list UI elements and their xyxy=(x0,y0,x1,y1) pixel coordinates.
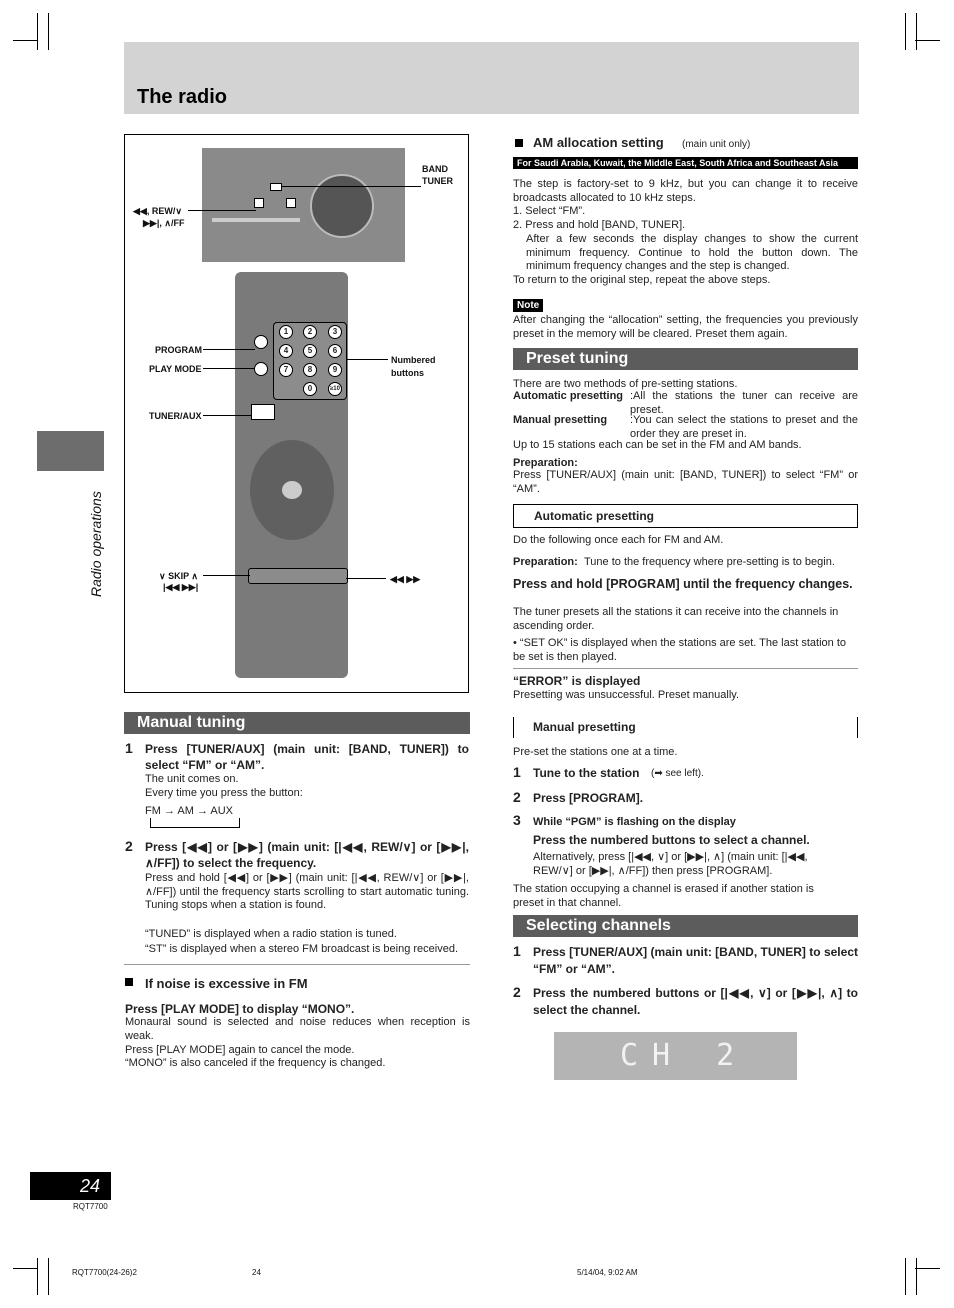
num-button: 3 xyxy=(328,325,342,339)
bullet-square xyxy=(515,139,523,147)
auto-desc: :All the stations the tuner can receive are preset. xyxy=(630,390,858,416)
num-button: 7 xyxy=(279,363,293,377)
manual-step1: Press [TUNER/AUX] (main unit: [BAND, TUNER]) to select “FM” or “AM”. xyxy=(145,742,469,772)
remote-control-image xyxy=(235,272,348,678)
am-title-note: (main unit only) xyxy=(682,139,751,150)
print-date: 5/14/04, 9:02 AM xyxy=(577,1268,638,1277)
rew-button xyxy=(254,198,264,208)
noise-text1: Monaural sound is selected and noise reduces when reception is weak. xyxy=(125,1016,470,1042)
region-tag: For Saudi Arabia, Kuwait, the Middle East, South Africa and Southeast Asia xyxy=(513,157,858,169)
manual-step1: Tune to the station xyxy=(533,766,640,780)
manual-desc: :You can select the stations to preset and the order they are preset in. xyxy=(630,414,858,440)
model-code: RQT7700 xyxy=(73,1202,108,1211)
crop-mark xyxy=(13,1268,38,1269)
crop-mark xyxy=(916,1258,917,1295)
skip-search-group xyxy=(248,568,348,584)
page-number: 24 xyxy=(80,1176,101,1196)
noise-head: Press [PLAY MODE] to display “MONO”. xyxy=(125,1002,355,1016)
num-button: 9 xyxy=(328,363,342,377)
file-page: 24 xyxy=(252,1268,261,1277)
play-mode-button-icon xyxy=(254,362,268,376)
crop-mark xyxy=(905,13,906,50)
manual-note: The station occupying a channel is erased if another station is preset in that channel. xyxy=(513,883,814,909)
label-numbered: Numbered xyxy=(391,355,436,365)
manual-step1-sub1: The unit comes on. xyxy=(145,773,239,785)
disc-slot xyxy=(212,218,300,222)
step-number: 2 xyxy=(513,789,521,805)
volume-knob xyxy=(310,174,374,238)
am-step2-sub: After a few seconds the display changes to show the current minimum frequency. Continue to hold the button down. The minimum frequency changes and the step is changed. xyxy=(526,233,858,272)
crop-mark xyxy=(905,1258,906,1295)
crop-mark xyxy=(48,13,49,50)
leader-line xyxy=(203,575,250,576)
label-play-mode: PLAY MODE xyxy=(149,364,202,374)
error-head: “ERROR” is displayed xyxy=(513,674,641,688)
am-title: AM allocation setting xyxy=(533,135,664,150)
am-p1: The step is factory-set to 9 kHz, but you can change it to receive broadcasts allocated to 10 kHz steps. xyxy=(513,178,858,204)
auto-presetting-box: Automatic presetting xyxy=(513,504,858,528)
band-cycle: FM → AM → AUX xyxy=(145,805,234,817)
select-step2: Press the numbered buttons or [|◀◀, ∨] or [▶▶|, ∧] to select the channel. xyxy=(533,986,858,1017)
am-step1: 1. Select “FM”. xyxy=(513,205,586,217)
auto-once: Do the following once each for FM and AM. xyxy=(513,534,724,546)
crop-mark xyxy=(13,40,38,41)
am-step2: 2. Press and hold [BAND, TUNER]. xyxy=(513,219,686,231)
cycle-return-line xyxy=(239,818,240,828)
box-edge xyxy=(513,717,514,738)
manual-step2: Press [PROGRAM]. xyxy=(533,791,644,805)
manual-step3-head: Press the numbered buttons to select a channel. xyxy=(533,833,810,847)
num-button: 8 xyxy=(303,363,317,377)
note-tag: Note xyxy=(513,299,543,312)
manual-step1-ref: (➡ see left). xyxy=(651,768,704,779)
manual-step3-sub: Alternatively, press [|◀◀, ∨] or [▶▶|, ∧] (main unit: [|◀◀, REW/∨] or [▶▶|, ∧/FF]) then press [PROGRAM]. xyxy=(533,851,808,877)
leader-line xyxy=(346,578,386,579)
label-skip-icons: |◀◀ ▶▶| xyxy=(163,582,199,592)
auto-bullet: • “SET OK” is displayed when the stations are set. The last station to be set is then played. xyxy=(513,637,846,663)
noise-text3: “MONO” is also canceled if the frequency is changed. xyxy=(125,1057,386,1069)
leader-line xyxy=(188,210,256,211)
num-button: 4 xyxy=(279,344,293,358)
manual-step3: While “PGM” is flashing on the display xyxy=(533,816,736,828)
section-tab xyxy=(37,431,104,471)
program-button-icon xyxy=(254,335,268,349)
step-number: 1 xyxy=(513,764,521,780)
display-readout: CH 2 xyxy=(620,1038,749,1073)
bullet-square xyxy=(125,978,133,986)
num-button: ≥10 xyxy=(328,382,342,396)
leader-line xyxy=(203,368,255,369)
error-sub: Presetting was unsuccessful. Preset manually. xyxy=(513,689,740,701)
label-tuner: TUNER xyxy=(422,176,453,186)
num-button: 0 xyxy=(303,382,317,396)
side-label: Radio operations xyxy=(88,491,104,597)
manual-step1-sub2: Every time you press the button: xyxy=(145,787,303,799)
step-number: 1 xyxy=(125,740,133,756)
num-button: 6 xyxy=(328,344,342,358)
manual-label: Manual presetting xyxy=(513,414,608,426)
noise-text2: Press [PLAY MODE] again to cancel the mode. xyxy=(125,1044,355,1056)
manual-step2-sub: Press and hold [◀◀] or [▶▶] (main unit: [|◀◀, REW/∨] or [▶▶|, ∧/FF]) until the frequency starts scrolling to start automatic tuning. Tuning stops when a station is found. xyxy=(145,872,469,911)
noise-title: If noise is excessive in FM xyxy=(145,976,308,991)
step-number: 1 xyxy=(513,943,521,959)
manual-intro: Pre-set the stations one at a time. xyxy=(513,746,678,758)
label-buttons: buttons xyxy=(391,368,424,378)
selecting-channels-heading: Selecting channels xyxy=(513,915,858,937)
num-button: 5 xyxy=(303,344,317,358)
divider xyxy=(124,964,470,965)
label-band: BAND xyxy=(422,164,448,174)
manual-step2: Press [◀◀] or [▶▶] (main unit: [|◀◀, REW/∨] or [▶▶|, ∧/FF]) to select the frequency. xyxy=(145,840,469,870)
label-tuner-aux: TUNER/AUX xyxy=(149,411,202,421)
crop-mark xyxy=(37,13,38,50)
tuner-aux-button-icon xyxy=(251,404,275,420)
prep-label: Preparation: xyxy=(513,457,578,469)
crop-mark xyxy=(915,40,940,41)
preset-intro: There are two methods of pre-setting stations. xyxy=(513,378,738,390)
preset-tuning-heading: Preset tuning xyxy=(513,348,858,370)
cycle-return-line xyxy=(150,827,240,828)
leader-line xyxy=(203,415,251,416)
box-edge xyxy=(857,717,858,738)
header-band xyxy=(124,42,859,114)
divider xyxy=(513,668,858,669)
page-title: The radio xyxy=(137,86,228,108)
ff-button xyxy=(286,198,296,208)
auto-prep-label: Preparation: xyxy=(513,556,578,568)
prep-text: Press [TUNER/AUX] (main unit: [BAND, TUNER]) to select “FM” or “AM”. xyxy=(513,469,858,495)
auto-prep: Tune to the frequency where pre-setting is to begin. xyxy=(584,556,835,568)
num-button: 1 xyxy=(279,325,293,339)
select-step1: Press [TUNER/AUX] (main unit: [BAND, TUNER] to select “FM” or “AM”. xyxy=(533,945,858,976)
leader-line xyxy=(281,186,421,187)
crop-mark xyxy=(48,1258,49,1295)
num-button: 2 xyxy=(303,325,317,339)
crop-mark xyxy=(37,1258,38,1295)
auto-head: Press and hold [PROGRAM] until the frequency changes. xyxy=(513,577,853,591)
preset-limit: Up to 15 stations each can be set in the FM and AM bands. xyxy=(513,439,802,451)
step-number: 2 xyxy=(125,838,133,854)
auto-sub: The tuner presets all the stations it can receive into the channels in ascending order. xyxy=(513,606,839,632)
label-rew: ◀◀, REW/∨ xyxy=(133,206,182,216)
crop-mark xyxy=(916,13,917,50)
auto-label: Automatic presetting xyxy=(513,390,624,402)
label-ff: ▶▶|, ∧/FF xyxy=(143,218,185,228)
step-number: 3 xyxy=(513,812,521,828)
crop-mark xyxy=(915,1268,940,1269)
manual-presetting-heading: Manual presetting xyxy=(533,720,636,734)
label-search: ◀◀ ▶▶ xyxy=(390,574,421,584)
manual-tuning-heading: Manual tuning xyxy=(124,712,470,734)
leader-line xyxy=(203,349,255,350)
am-restore: To return to the original step, repeat the above steps. xyxy=(513,274,771,286)
tuned-note: “TUNED” is displayed when a radio station is tuned. xyxy=(145,928,397,940)
am-note: After changing the “allocation” setting, the frequencies you previously preset in the memory will be cleared. Preset them again. xyxy=(513,314,858,340)
stereo-note: “ST” is displayed when a stereo FM broadcast is being received. xyxy=(145,943,459,955)
label-skip: ∨ SKIP ∧ xyxy=(159,571,199,581)
leader-line xyxy=(346,359,388,360)
main-unit-image xyxy=(202,148,405,262)
band-tuner-button xyxy=(270,183,282,191)
label-program: PROGRAM xyxy=(155,345,202,355)
enter-button-icon xyxy=(282,481,302,499)
step-number: 2 xyxy=(513,984,521,1000)
file-name: RQT7700(24-26)2 xyxy=(72,1268,137,1277)
